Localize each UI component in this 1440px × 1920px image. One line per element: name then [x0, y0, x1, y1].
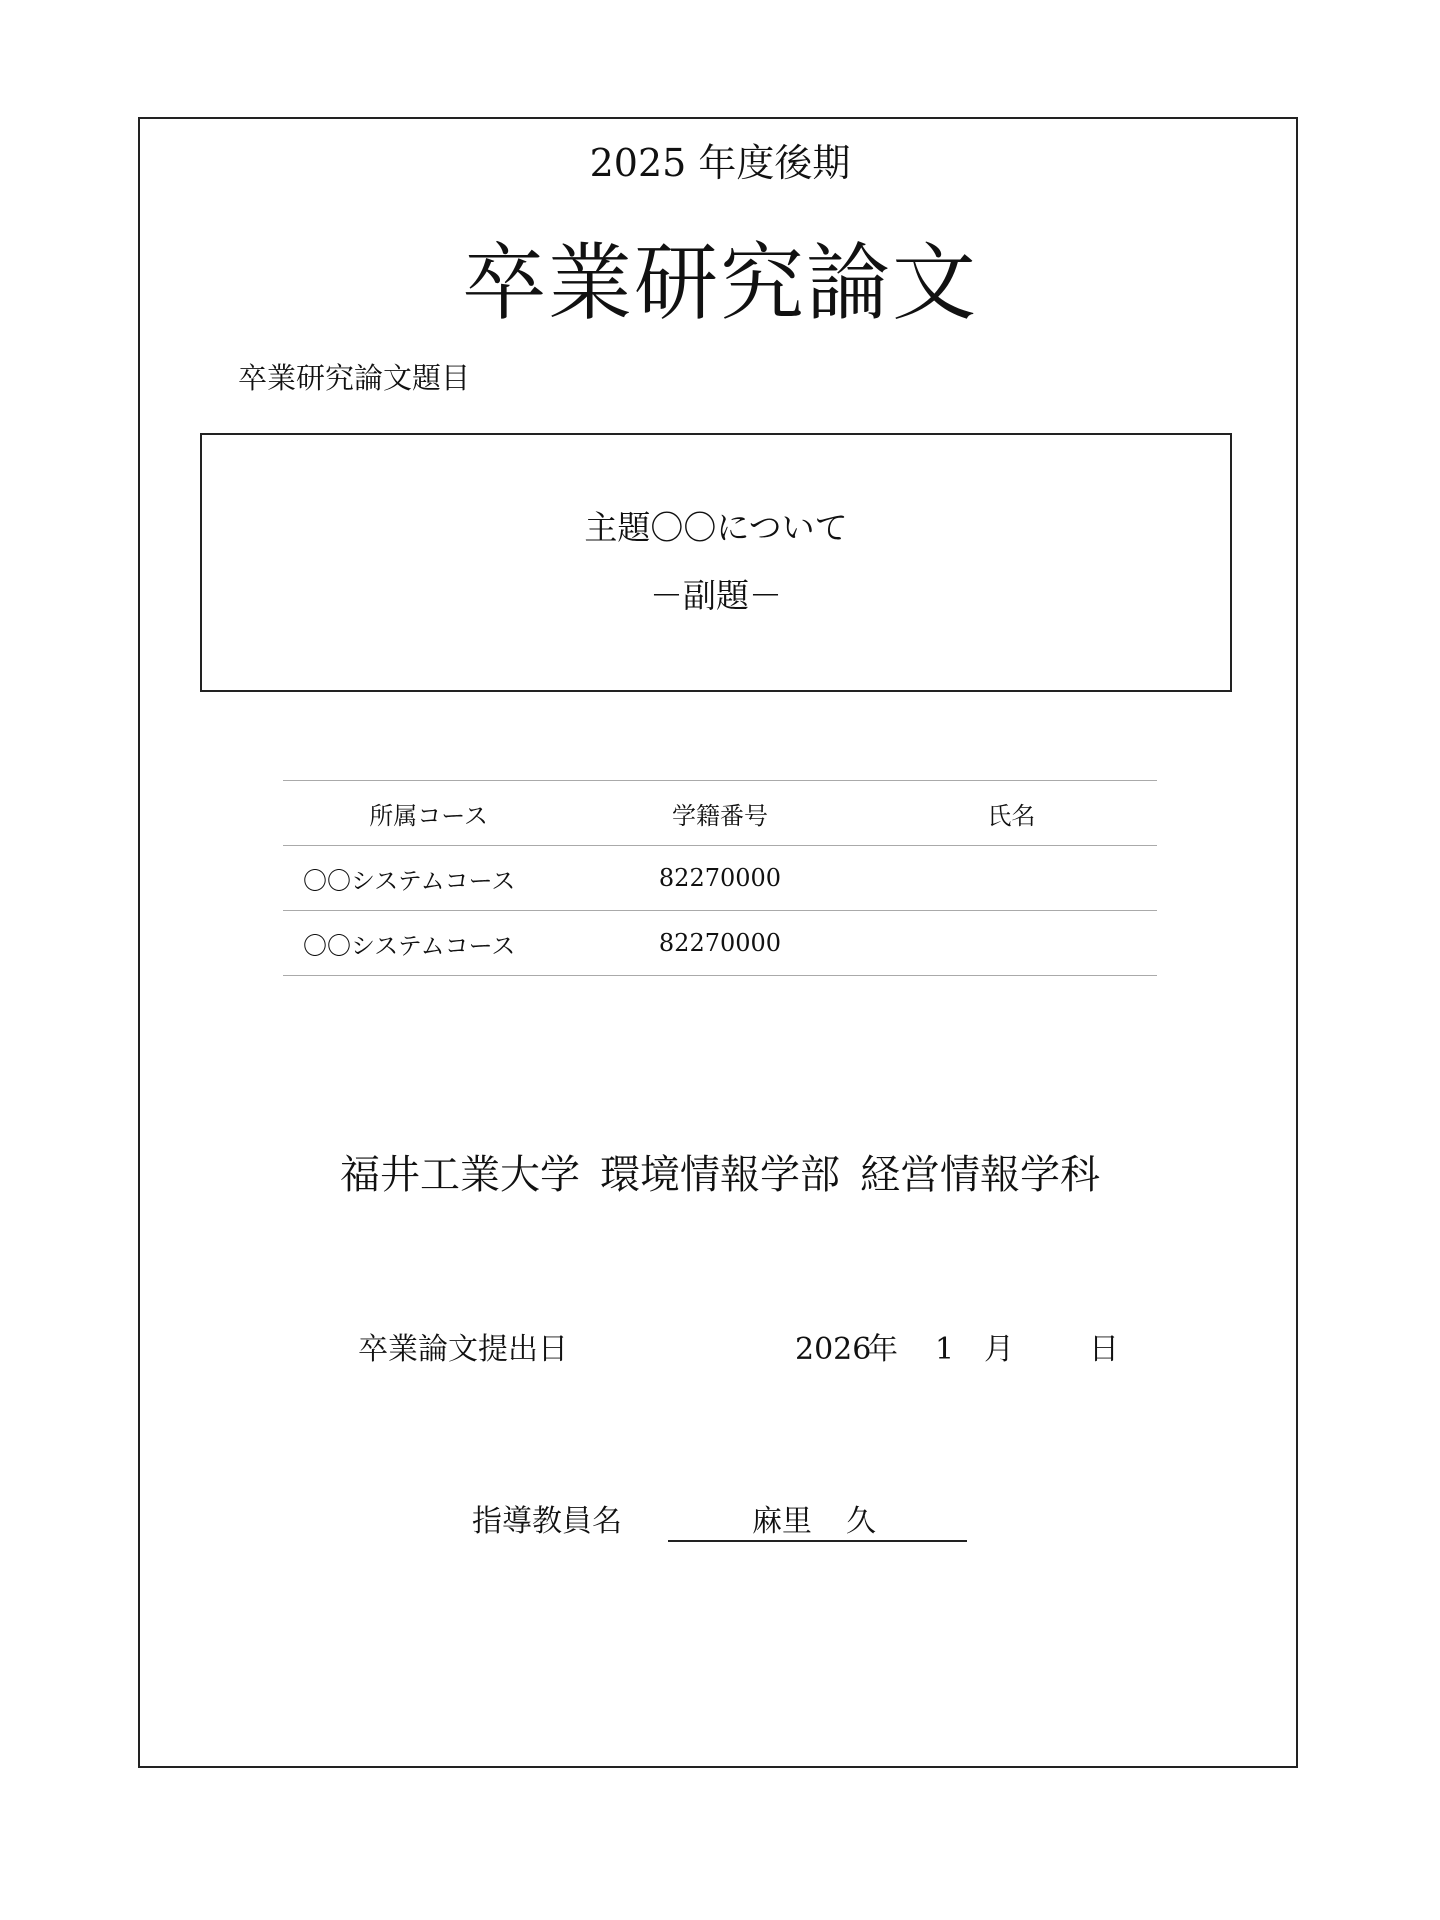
faculty-name: 環境情報学部 — [600, 1152, 840, 1198]
table-row — [283, 846, 1157, 911]
header-name: 氏名 — [866, 781, 1157, 846]
table-row — [283, 911, 1157, 976]
cell-course: 〇〇システムコース — [283, 911, 574, 976]
department-name: 経営情報学科 — [860, 1152, 1100, 1198]
institution-line — [0, 1150, 1440, 1200]
student-table — [283, 780, 1157, 976]
table-header-row — [283, 781, 1157, 846]
header-student-id: 学籍番号 — [574, 781, 865, 846]
submission-date-label: 卒業論文提出日 — [358, 1332, 568, 1367]
submission-day-unit: 日 — [1089, 1332, 1119, 1367]
academic-term: 2025 年度後期 — [589, 141, 851, 185]
advisor-family-name: 麻里 — [752, 1504, 812, 1539]
advisor-signature-line — [668, 1540, 967, 1542]
thesis-topic-label: 卒業研究論文題目 — [238, 361, 471, 395]
thesis-subtitle: －副題－ — [650, 576, 782, 615]
cell-course: 〇〇システムコース — [283, 846, 574, 911]
submission-year-unit: 年 — [868, 1332, 898, 1367]
university-name: 福井工業大学 — [340, 1152, 580, 1198]
cell-student-id: 82270000 — [574, 846, 865, 911]
submission-year: 2026 — [795, 1332, 872, 1367]
cell-name — [866, 911, 1157, 976]
thesis-title: 主題〇〇について — [584, 508, 848, 547]
submission-month-unit: 月 — [984, 1332, 1014, 1367]
document-title: 卒業研究論文 — [461, 234, 978, 332]
advisor-label: 指導教員名 — [472, 1504, 622, 1539]
cell-name — [866, 846, 1157, 911]
advisor-given-name: 久 — [846, 1504, 876, 1539]
cell-student-id: 82270000 — [574, 911, 865, 976]
thesis-title-box — [200, 433, 1232, 692]
submission-month: 1 — [935, 1332, 955, 1367]
header-course: 所属コース — [283, 781, 574, 846]
